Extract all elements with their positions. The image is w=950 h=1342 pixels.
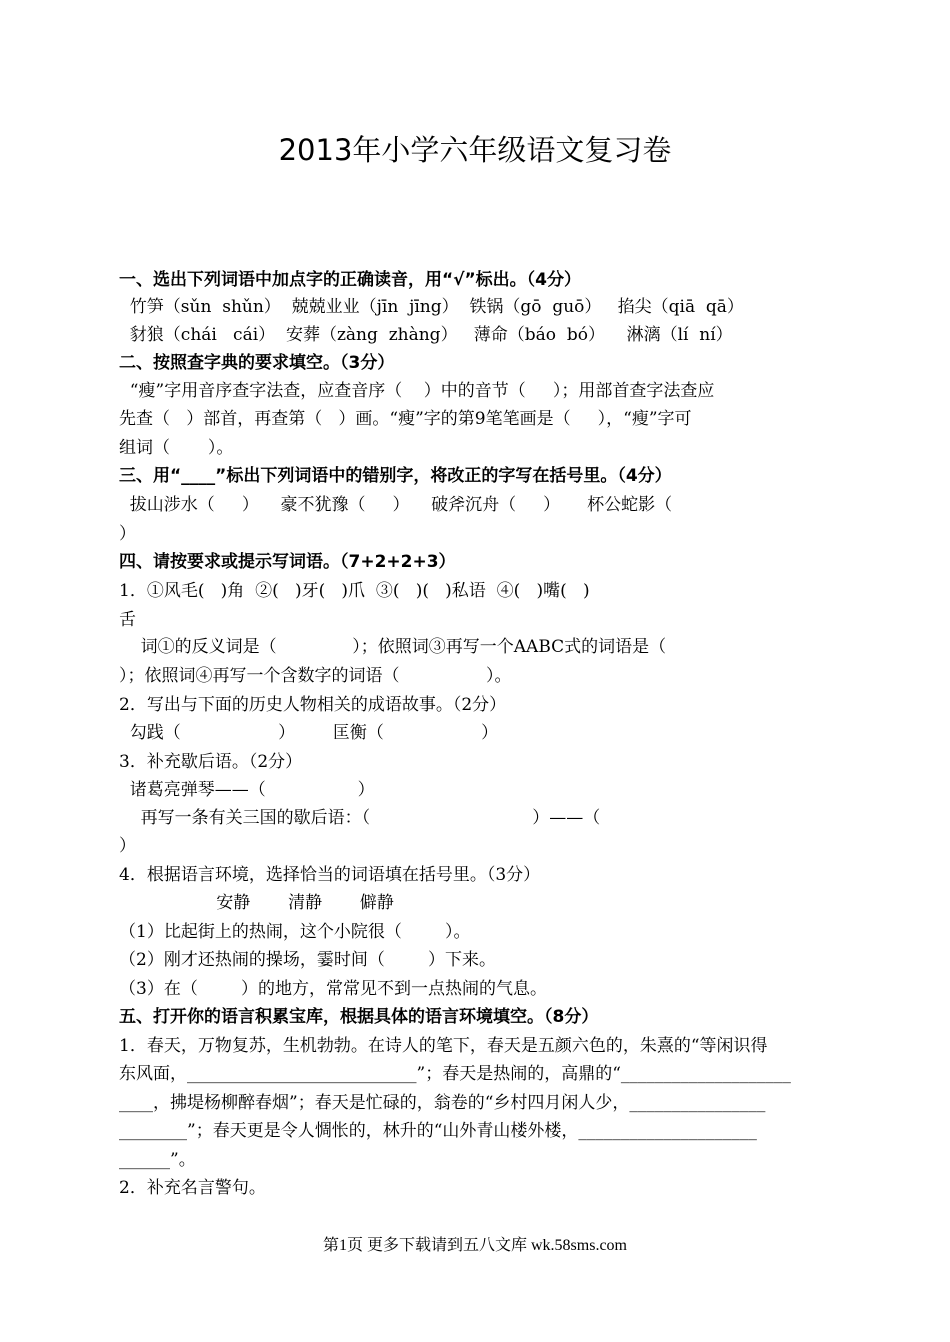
text-line: （2）刚才还热闹的操场，霎时间（ ）下来。 xyxy=(119,950,497,970)
text-line: 豺狼（chái cái） 安葬（zàng zhàng） 薄命（báo bó） 淋漓（lí ní） xyxy=(119,325,733,345)
text-line: ____，拂堤杨柳醉春烟”；春天是忙碌的，翁卷的“乡村四月闲人少，________________ xyxy=(119,1093,766,1113)
text-line: ）；依照词④再写一个含数字的词语（ ）。 xyxy=(119,666,512,686)
text-line: 词①的反义词是（ ）；依照词③再写一个AABC式的词语是（ xyxy=(119,637,667,657)
text-line: 1．①风毛( )角 ②( )牙( )爪 ③( )( )私语 ④( )嘴( ) xyxy=(119,581,590,601)
section-heading: 四、请按要求或提示写词语。（7+2+2+3） xyxy=(119,552,456,572)
text-line: 竹笋（sǔn shǔn） 兢兢业业（jīn jīng） 铁锅（gō guō） 掐尖（qiā qā） xyxy=(119,297,744,317)
text-line: ） xyxy=(119,524,136,544)
text-line: 东风面，___________________________”；春天是热闹的，高鼎的“____________________ xyxy=(119,1064,791,1084)
text-line: 勾践（ ） 匡衡（ ） xyxy=(119,723,499,743)
section-heading: 二、按照查字典的要求填空。（3分） xyxy=(119,353,395,373)
text-line: 1．春天，万物复苏，生机勃勃。在诗人的笔下，春天是五颜六色的，朱熹的“等闲识得 xyxy=(119,1036,768,1056)
text-line: 4．根据语言环境，选择恰当的词语填在括号里。（3分） xyxy=(119,865,541,885)
text-line: 诸葛亮弹琴——（ ） xyxy=(119,780,375,800)
text-line: 舌 xyxy=(119,610,136,630)
text-line: 再写一条有关三国的歇后语：（ ）——（ xyxy=(119,808,601,828)
page-title: 2013年小学六年级语文复习卷 xyxy=(278,133,672,167)
text-line: 组词（ ）。 xyxy=(119,438,234,458)
text-line: 2．写出与下面的历史人物相关的成语故事。（2分） xyxy=(119,695,507,715)
text-line: ______”。 xyxy=(119,1150,196,1170)
text-line: 2．补充名言警句。 xyxy=(119,1178,266,1198)
text-line: （1）比起街上的热闹，这个小院很（ ）。 xyxy=(119,922,471,942)
text-line: “瘦”字用音序查字法查，应查音序（ ）中的音节（ ）；用部首查字法查应 xyxy=(119,381,715,401)
text-line: ） xyxy=(119,836,136,856)
section-heading: 三、用“____”标出下列词语中的错别字，将改正的字写在括号里。（4分） xyxy=(119,466,672,486)
text-line: 拔山涉水（ ） 豪不犹豫（ ） 破斧沉舟（ ） 杯公蛇影（ xyxy=(119,495,673,515)
page-footer: 第1页 更多下载请到五八文库 wk.58sms.com xyxy=(322,1237,627,1254)
text-line: ________”；春天更是令人惆怅的，林升的“山外青山楼外楼，_____________________ xyxy=(119,1121,757,1141)
text-line: 3．补充歇后语。（2分） xyxy=(119,752,303,772)
text-line: 先查（ ）部首，再查第（ ）画。“瘦”字的第9笔笔画是（ ），“瘦”字可 xyxy=(119,409,692,429)
section-heading: 一、选出下列词语中加点字的正确读音，用“√”标出。（4分） xyxy=(119,270,582,290)
text-line: 安静 清静 僻静 xyxy=(119,893,394,913)
section-heading: 五、打开你的语言积累宝库，根据具体的语言环境填空。（8分） xyxy=(119,1007,599,1027)
text-line: （3）在（ ）的地方，常常见不到一点热闹的气息。 xyxy=(119,979,548,999)
